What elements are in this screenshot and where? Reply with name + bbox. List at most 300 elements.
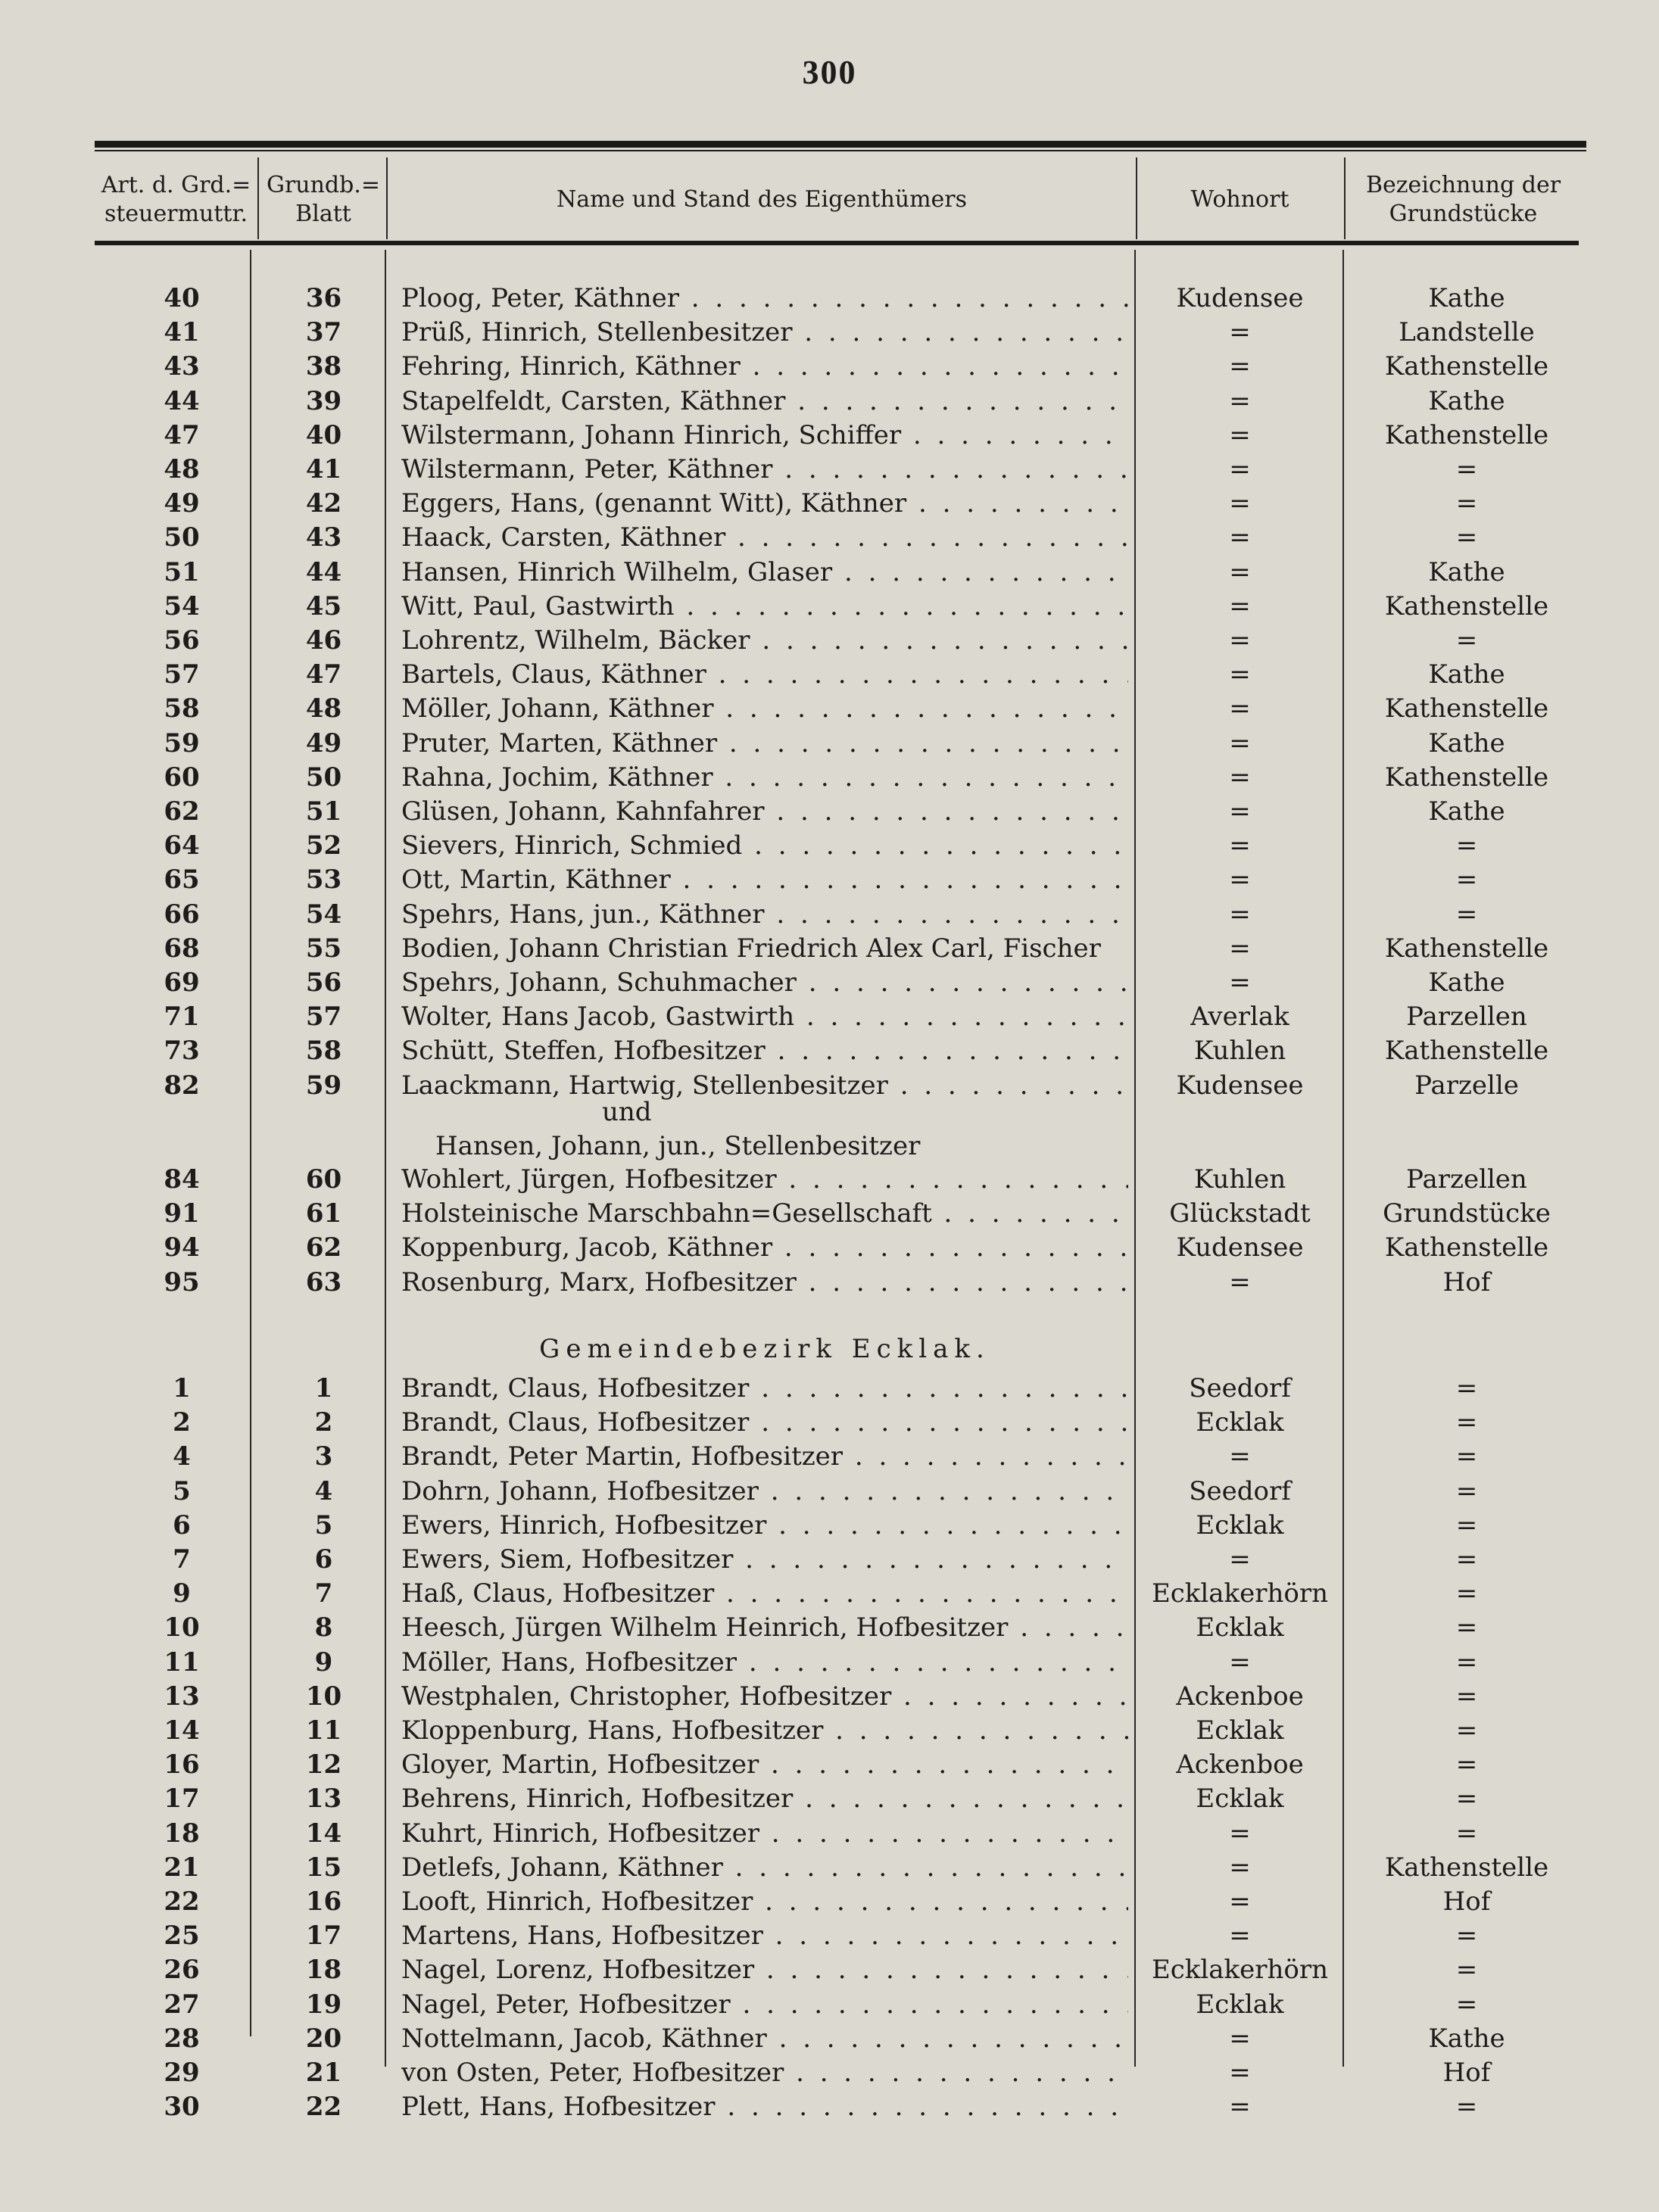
cell-name: Spehrs, Hans, jun., Käthner . . . xyxy=(401,898,1128,931)
cell-name: Fehring, Hinrich, Käthner . . . xyxy=(401,350,1128,383)
cell-name: Nagel, Lorenz, Hofbesitzer . . . xyxy=(401,1953,1128,1986)
cell-art: 41 xyxy=(164,317,200,348)
header-bez-line1: Bezeichnung der xyxy=(1365,172,1561,198)
cell-bezeichnung: Kathe xyxy=(1428,727,1505,759)
cell-wohnort: = xyxy=(1229,1852,1251,1883)
cell-name: Bodien, Johann Christian Friedrich Alex Carl, Fischer xyxy=(401,933,1101,964)
cell-wohnort: = xyxy=(1229,762,1251,793)
cell-blatt: 55 xyxy=(305,933,342,964)
cell-bezeichnung: Grundstücke xyxy=(1383,1198,1551,1229)
cell-name: Westphalen, Christopher, Hofbesitzer . . . xyxy=(401,1680,1128,1713)
cell-name: Wolter, Hans Jacob, Gastwirth . . . xyxy=(401,1000,1128,1033)
cell-wohnort: = xyxy=(1229,830,1251,861)
top-rule-thin xyxy=(95,150,1586,151)
table-row xyxy=(0,761,1659,794)
cell-art: 11 xyxy=(164,1647,200,1678)
cell-bezeichnung: Kathenstelle xyxy=(1384,762,1549,793)
cell-name: Bartels, Claus, Käthner . . . xyxy=(401,658,1128,691)
cell-bezeichnung: Kathe xyxy=(1428,796,1505,827)
cell-name: Pruter, Marten, Käthner . . . xyxy=(401,727,1128,760)
cell-wohnort: = xyxy=(1229,2058,1251,2088)
cell-name: Glüsen, Johann, Kahnfahrer . . . xyxy=(401,795,1128,828)
cell-bezeichnung: = xyxy=(1455,1784,1478,1815)
cell-name: Rosenburg, Marx, Hofbesitzer . . . xyxy=(401,1266,1128,1299)
cell-name: Holsteinische Marschbahn=Gesellschaft . . . xyxy=(401,1197,1128,1230)
cell-art: 64 xyxy=(164,830,200,861)
cell-blatt: 38 xyxy=(305,351,342,382)
cell-blatt: 13 xyxy=(305,1784,342,1815)
cell-art: 54 xyxy=(164,590,200,622)
cell-wohnort: = xyxy=(1229,625,1251,656)
cell-blatt: 40 xyxy=(305,419,342,450)
cell-name: Schütt, Steffen, Hofbesitzer . . . xyxy=(401,1034,1128,1067)
table-row xyxy=(0,795,1659,828)
cell-bezeichnung: = xyxy=(1455,1475,1478,1506)
cell-bezeichnung: = xyxy=(1455,1373,1478,1404)
table-row xyxy=(0,863,1659,896)
cell-blatt: 1 xyxy=(314,1373,333,1404)
cell-name: Laackmann, Hartwig, Stellenbesitzer . . . xyxy=(401,1069,1128,1102)
header-blatt-line2: Blatt xyxy=(295,201,351,227)
cell-wohnort: = xyxy=(1229,2023,1251,2054)
cell-blatt: 56 xyxy=(305,967,342,998)
cell-wohnort: Ecklak xyxy=(1196,1509,1284,1541)
table-row xyxy=(0,1440,1659,1473)
cell-name: Witt, Paul, Gastwirth . . . xyxy=(401,590,1128,623)
cell-art: 59 xyxy=(164,727,200,759)
cell-wohnort: = xyxy=(1229,865,1251,896)
table-row xyxy=(0,1885,1659,1918)
cell-wohnort: Averlak xyxy=(1190,1002,1289,1033)
cell-bezeichnung: Kathe xyxy=(1428,2023,1505,2054)
cell-bezeichnung: Hof xyxy=(1442,2058,1491,2088)
cell-wohnort: Ecklakerhörn xyxy=(1151,1578,1329,1609)
cell-wohnort: Seedorf xyxy=(1189,1373,1291,1404)
cell-art: 69 xyxy=(164,967,200,998)
cell-blatt: 37 xyxy=(305,317,342,348)
cell-blatt: 19 xyxy=(305,1989,342,2020)
table-row xyxy=(0,1509,1659,1542)
cell-blatt: 39 xyxy=(305,385,342,416)
cell-name: Nottelmann, Jacob, Käthner . . . xyxy=(401,2022,1128,2055)
cell-art: 40 xyxy=(164,283,200,313)
cell-blatt: 41 xyxy=(305,454,342,484)
cell-wohnort: = xyxy=(1229,1647,1251,1678)
cell-name: Looft, Hinrich, Hofbesitzer . . . xyxy=(401,1885,1128,1918)
cell-art: 13 xyxy=(164,1681,200,1712)
cell-bezeichnung: = xyxy=(1455,1441,1478,1472)
cell-bezeichnung: Parzelle xyxy=(1414,1070,1519,1101)
cell-blatt: 54 xyxy=(305,899,342,930)
cell-blatt: 57 xyxy=(305,1002,342,1033)
cell-blatt: 50 xyxy=(305,762,342,793)
cell-wohnort: = xyxy=(1229,1441,1251,1472)
cell-bezeichnung: Kathenstelle xyxy=(1384,590,1549,622)
cell-art: 84 xyxy=(164,1164,200,1195)
cell-bezeichnung: = xyxy=(1455,1921,1478,1952)
table-row xyxy=(0,1714,1659,1747)
cell-art: 65 xyxy=(164,865,200,896)
cell-blatt: 48 xyxy=(305,693,342,724)
header-divider xyxy=(1136,157,1137,239)
table-row xyxy=(0,590,1659,623)
cell-bezeichnung: Kathe xyxy=(1428,283,1505,313)
cell-blatt: 10 xyxy=(305,1681,342,1712)
header-art-line2: steuermuttr. xyxy=(104,201,248,227)
table-row xyxy=(0,898,1659,931)
cell-name: Sievers, Hinrich, Schmied . . . xyxy=(401,829,1128,862)
cell-blatt: 43 xyxy=(305,522,342,553)
table-row xyxy=(0,1163,1659,1196)
cell-wohnort: Kudensee xyxy=(1176,283,1304,313)
cell-bezeichnung: = xyxy=(1455,1989,1478,2020)
cell-wohnort: Ecklak xyxy=(1196,1612,1284,1643)
cell-art: 66 xyxy=(164,899,200,930)
cell-art: 71 xyxy=(164,1002,200,1033)
cell-blatt: 44 xyxy=(305,556,342,587)
cell-art: 94 xyxy=(164,1232,200,1263)
cell-wohnort: = xyxy=(1229,454,1251,484)
cell-blatt: 18 xyxy=(305,1955,342,1986)
cell-wohnort: Kuhlen xyxy=(1193,1036,1286,1067)
table-row xyxy=(0,1782,1659,1815)
cell-name: Prüß, Hinrich, Stellenbesitzer . . . xyxy=(401,316,1128,349)
table-row xyxy=(0,1406,1659,1439)
cell-bezeichnung: Kathenstelle xyxy=(1384,693,1549,724)
cell-art: 58 xyxy=(164,693,200,724)
header-bez-line2: Grundstücke xyxy=(1389,201,1538,227)
header-divider xyxy=(386,157,388,239)
cell-bezeichnung: Kathe xyxy=(1428,659,1505,690)
cell-art: 2 xyxy=(173,1407,191,1438)
cell-wohnort: = xyxy=(1229,899,1251,930)
cell-art: 51 xyxy=(164,556,200,587)
cell-art: 18 xyxy=(164,1818,200,1849)
table-row xyxy=(0,350,1659,383)
cell-wohnort: Glückstadt xyxy=(1169,1198,1311,1229)
cell-bezeichnung: Kathenstelle xyxy=(1384,1852,1549,1883)
header-divider xyxy=(257,157,259,239)
table-row xyxy=(0,1919,1659,1952)
cell-art: 7 xyxy=(173,1544,191,1575)
continuation-und: und xyxy=(602,1097,652,1127)
cell-blatt: 2 xyxy=(314,1407,333,1438)
cell-art: 9 xyxy=(173,1578,191,1609)
cell-name: Hansen, Hinrich Wilhelm, Glaser . . . xyxy=(401,556,1128,589)
table-row xyxy=(0,521,1659,554)
cell-bezeichnung: = xyxy=(1455,1407,1478,1438)
page-number: 300 xyxy=(802,54,857,91)
cell-bezeichnung: = xyxy=(1455,454,1478,484)
cell-art: 49 xyxy=(164,488,200,519)
cell-art: 14 xyxy=(164,1715,200,1746)
cell-wohnort: = xyxy=(1229,351,1251,382)
cell-blatt: 52 xyxy=(305,830,342,861)
table-row xyxy=(0,556,1659,589)
cell-blatt: 7 xyxy=(314,1578,333,1609)
cell-name: Wilstermann, Johann Hinrich, Schiffer . . . xyxy=(401,419,1128,452)
header-ort: Wohnort xyxy=(1190,186,1289,213)
cell-blatt: 4 xyxy=(314,1475,333,1506)
cell-wohnort: Ecklak xyxy=(1196,1407,1284,1438)
table-row xyxy=(0,1611,1659,1644)
cell-art: 16 xyxy=(164,1749,200,1781)
table-row xyxy=(0,385,1659,418)
cell-name: von Osten, Peter, Hofbesitzer . . . xyxy=(401,2056,1128,2089)
table-row xyxy=(0,1266,1659,1299)
cell-art: 30 xyxy=(164,2092,200,2123)
cell-blatt: 62 xyxy=(305,1232,342,1263)
table-row xyxy=(0,692,1659,725)
cell-wohnort: = xyxy=(1229,796,1251,827)
header-art-line1: Art. d. Grd.= xyxy=(101,172,251,198)
cell-art: 28 xyxy=(164,2023,200,2054)
cell-art: 27 xyxy=(164,1989,200,2020)
table-row xyxy=(0,1000,1659,1033)
cell-blatt: 16 xyxy=(305,1886,342,1917)
cell-wohnort: = xyxy=(1229,1921,1251,1952)
cell-blatt: 63 xyxy=(305,1266,342,1298)
table-row xyxy=(0,1372,1659,1405)
table-row xyxy=(0,1543,1659,1576)
table-row xyxy=(0,487,1659,520)
cell-name: Möller, Johann, Käthner . . . xyxy=(401,692,1128,725)
cell-name: Ploog, Peter, Käthner . . . xyxy=(401,282,1128,315)
header-art xyxy=(95,162,257,238)
cell-name: Plett, Hans, Hofbesitzer . . . xyxy=(401,2090,1128,2123)
cell-wohnort: = xyxy=(1229,659,1251,690)
cell-art: 21 xyxy=(164,1852,200,1883)
table-row xyxy=(0,2056,1659,2089)
cell-wohnort: = xyxy=(1229,1266,1251,1298)
cell-name: Nagel, Peter, Hofbesitzer . . . xyxy=(401,1988,1128,2021)
cell-art: 82 xyxy=(164,1070,200,1101)
cell-bezeichnung: = xyxy=(1455,865,1478,896)
cell-bezeichnung: = xyxy=(1455,1647,1478,1678)
cell-wohnort: = xyxy=(1229,419,1251,450)
cell-name: Rahna, Jochim, Käthner . . . xyxy=(401,761,1128,794)
header-rule xyxy=(95,241,1579,245)
cell-art: 22 xyxy=(164,1886,200,1917)
cell-name: Wohlert, Jürgen, Hofbesitzer . . . xyxy=(401,1163,1128,1196)
top-rule xyxy=(95,141,1586,148)
cell-art: 5 xyxy=(173,1475,191,1506)
cell-art: 1 xyxy=(173,1373,191,1404)
cell-art: 60 xyxy=(164,762,200,793)
cell-name: Koppenburg, Jacob, Käthner . . . xyxy=(401,1231,1128,1264)
cell-name: Haack, Carsten, Käthner . . . xyxy=(401,521,1128,554)
cell-art: 6 xyxy=(173,1509,191,1541)
cell-wohnort: Kuhlen xyxy=(1193,1164,1286,1195)
cell-art: 17 xyxy=(164,1784,200,1815)
cell-blatt: 15 xyxy=(305,1852,342,1883)
table-row xyxy=(0,727,1659,760)
cell-name: Ewers, Hinrich, Hofbesitzer . . . xyxy=(401,1509,1128,1542)
cell-bezeichnung: = xyxy=(1455,899,1478,930)
cell-name: Martens, Hans, Hofbesitzer . . . xyxy=(401,1919,1128,1952)
cell-bezeichnung: Kathenstelle xyxy=(1384,351,1549,382)
cell-bezeichnung: = xyxy=(1455,1715,1478,1746)
cell-wohnort: = xyxy=(1229,693,1251,724)
cell-bezeichnung: Landstelle xyxy=(1399,317,1535,348)
cell-name: Wilstermann, Peter, Käthner . . . xyxy=(401,453,1128,486)
cell-blatt: 36 xyxy=(305,283,342,313)
cell-name: Brandt, Claus, Hofbesitzer . . . xyxy=(401,1372,1128,1405)
cell-name: Spehrs, Johann, Schuhmacher . . . xyxy=(401,966,1128,999)
table-row xyxy=(0,1231,1659,1264)
cell-wohnort: = xyxy=(1229,385,1251,416)
table-row xyxy=(0,966,1659,999)
cell-bezeichnung: = xyxy=(1455,488,1478,519)
cell-wohnort: Ackenboe xyxy=(1176,1749,1304,1781)
table-row xyxy=(0,658,1659,691)
cell-bezeichnung: = xyxy=(1455,2092,1478,2123)
cell-bezeichnung: Kathenstelle xyxy=(1384,1232,1549,1263)
cell-blatt: 14 xyxy=(305,1818,342,1849)
table-row xyxy=(0,2022,1659,2055)
cell-name: Heesch, Jürgen Wilhelm Heinrich, Hofbesitzer . . . xyxy=(401,1611,1128,1644)
table-row xyxy=(0,932,1659,965)
cell-wohnort: = xyxy=(1229,590,1251,622)
cell-bezeichnung: Kathenstelle xyxy=(1384,1036,1549,1067)
cell-blatt: 22 xyxy=(305,2092,342,2123)
cell-bezeichnung: = xyxy=(1455,522,1478,553)
cell-blatt: 9 xyxy=(314,1647,333,1678)
table-row xyxy=(0,1748,1659,1781)
header-divider xyxy=(1344,157,1346,239)
cell-bezeichnung: = xyxy=(1455,1612,1478,1643)
cell-blatt: 49 xyxy=(305,727,342,759)
cell-art: 95 xyxy=(164,1266,200,1298)
cell-art: 4 xyxy=(173,1441,191,1472)
cell-blatt: 12 xyxy=(305,1749,342,1781)
header-blatt-line1: Grundb.= xyxy=(266,172,381,198)
table-row xyxy=(0,1577,1659,1610)
cell-blatt: 53 xyxy=(305,865,342,896)
cell-name: Möller, Hans, Hofbesitzer . . . xyxy=(401,1646,1128,1679)
cell-blatt: 51 xyxy=(305,796,342,827)
cell-wohnort: = xyxy=(1229,317,1251,348)
cell-blatt: 59 xyxy=(305,1070,342,1101)
cell-blatt: 6 xyxy=(314,1544,333,1575)
table-row xyxy=(0,1197,1659,1230)
cell-wohnort: Ackenboe xyxy=(1176,1681,1304,1712)
cell-blatt: 47 xyxy=(305,659,342,690)
cell-wohnort: Ecklakerhörn xyxy=(1151,1955,1329,1986)
cell-blatt: 46 xyxy=(305,625,342,656)
cell-blatt: 21 xyxy=(305,2058,342,2088)
table-row xyxy=(0,1034,1659,1067)
table-row xyxy=(0,1988,1659,2021)
cell-bezeichnung: = xyxy=(1455,830,1478,861)
cell-blatt: 17 xyxy=(305,1921,342,1952)
cell-wohnort: Ecklak xyxy=(1196,1784,1284,1815)
cell-art: 73 xyxy=(164,1036,200,1067)
cell-bezeichnung: = xyxy=(1455,1818,1478,1849)
cell-wohnort: Seedorf xyxy=(1189,1475,1291,1506)
cell-blatt: 42 xyxy=(305,488,342,519)
table-row xyxy=(0,453,1659,486)
cell-name: Stapelfeldt, Carsten, Käthner . . . xyxy=(401,385,1128,418)
cell-wohnort: = xyxy=(1229,933,1251,964)
cell-name: Haß, Claus, Hofbesitzer . . . xyxy=(401,1577,1128,1610)
continuation-name: Hansen, Johann, jun., Stellenbesitzer xyxy=(435,1131,921,1161)
table-row xyxy=(0,1851,1659,1884)
table-row xyxy=(0,624,1659,657)
header-bez xyxy=(1344,162,1583,238)
cell-bezeichnung: = xyxy=(1455,1509,1478,1541)
cell-wohnort: = xyxy=(1229,1544,1251,1575)
cell-wohnort: = xyxy=(1229,522,1251,553)
cell-blatt: 61 xyxy=(305,1198,342,1229)
cell-name: Lohrentz, Wilhelm, Bäcker . . . xyxy=(401,624,1128,657)
cell-bezeichnung: = xyxy=(1455,1749,1478,1781)
cell-wohnort: = xyxy=(1229,556,1251,587)
cell-bezeichnung: = xyxy=(1455,1578,1478,1609)
cell-art: 25 xyxy=(164,1921,200,1952)
cell-wohnort: = xyxy=(1229,2092,1251,2123)
header-name: Name und Stand des Eigenthümers xyxy=(556,186,968,213)
cell-wohnort: Kudensee xyxy=(1176,1070,1304,1101)
cell-art: 68 xyxy=(164,933,200,964)
table-row xyxy=(0,1817,1659,1850)
cell-art: 47 xyxy=(164,419,200,450)
cell-wohnort: Ecklak xyxy=(1196,1715,1284,1746)
cell-name: Brandt, Peter Martin, Hofbesitzer . . . xyxy=(401,1440,1128,1473)
table-row xyxy=(0,829,1659,862)
cell-name: Behrens, Hinrich, Hofbesitzer . . . xyxy=(401,1782,1128,1815)
cell-name: Ott, Martin, Käthner . . . xyxy=(401,863,1128,896)
cell-name: Kloppenburg, Hans, Hofbesitzer . . . xyxy=(401,1714,1128,1747)
table-row xyxy=(0,1069,1659,1102)
cell-blatt: 11 xyxy=(305,1715,342,1746)
cell-art: 91 xyxy=(164,1198,200,1229)
header-blatt xyxy=(259,162,388,238)
table-row xyxy=(0,2090,1659,2123)
cell-bezeichnung: Kathe xyxy=(1428,556,1505,587)
cell-wohnort: = xyxy=(1229,727,1251,759)
table-row xyxy=(0,316,1659,349)
cell-bezeichnung: Hof xyxy=(1442,1266,1491,1298)
cell-bezeichnung: Kathe xyxy=(1428,385,1505,416)
cell-wohnort: Ecklak xyxy=(1196,1989,1284,2020)
cell-art: 26 xyxy=(164,1955,200,1986)
table-row xyxy=(0,282,1659,315)
cell-name: Brandt, Claus, Hofbesitzer . . . xyxy=(401,1406,1128,1439)
cell-bezeichnung: Parzellen xyxy=(1406,1002,1527,1033)
cell-art: 56 xyxy=(164,625,200,656)
cell-wohnort: = xyxy=(1229,967,1251,998)
cell-bezeichnung: Kathe xyxy=(1428,967,1505,998)
cell-blatt: 20 xyxy=(305,2023,342,2054)
cell-wohnort: = xyxy=(1229,488,1251,519)
cell-art: 29 xyxy=(164,2058,200,2088)
cell-blatt: 58 xyxy=(305,1036,342,1067)
section-title: Gemeindebezirk Ecklak. xyxy=(539,1334,990,1364)
cell-blatt: 45 xyxy=(305,590,342,622)
cell-wohnort: = xyxy=(1229,1886,1251,1917)
cell-name: Dohrn, Johann, Hofbesitzer . . . xyxy=(401,1475,1128,1508)
cell-art: 48 xyxy=(164,454,200,484)
cell-wohnort: = xyxy=(1229,1818,1251,1849)
cell-bezeichnung: Kathenstelle xyxy=(1384,419,1549,450)
cell-name: Gloyer, Martin, Hofbesitzer . . . xyxy=(401,1748,1128,1781)
cell-art: 44 xyxy=(164,385,200,416)
table-row xyxy=(0,1953,1659,1986)
cell-art: 57 xyxy=(164,659,200,690)
table-row xyxy=(0,1680,1659,1713)
cell-name: Ewers, Siem, Hofbesitzer . . . xyxy=(401,1543,1128,1576)
